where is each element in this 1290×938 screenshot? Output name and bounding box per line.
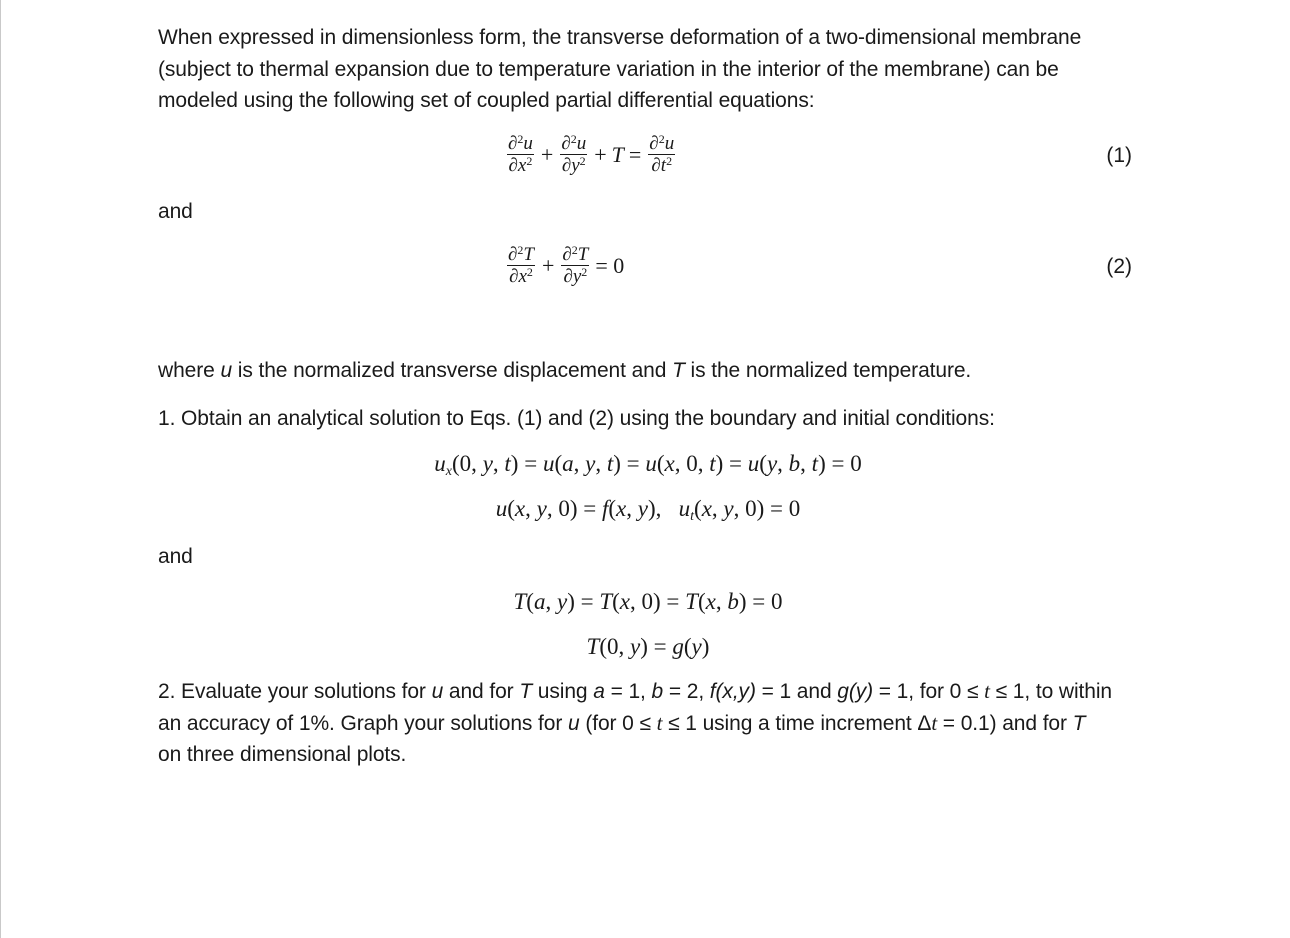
page-left-border <box>0 0 1 938</box>
task-2-line-3: on three dimensional plots. <box>158 743 407 766</box>
frac-d2T-dx2: $\frac{\partial^2T}{\partial x^2}$ <box>508 243 534 287</box>
equals-zero: = 0 <box>595 252 625 278</box>
equation-2-number: (2) <box>1106 255 1132 278</box>
intro-line-2: (subject to thermal expansion due to temperature variation in the interior of the membrane) can be <box>158 57 1059 81</box>
intro-line-3: modeled using the following set of coupled partial differential equations: <box>158 89 815 112</box>
intro-paragraph <box>158 22 1138 117</box>
equals-sign: = <box>628 141 642 167</box>
and-connector-1: and <box>158 200 193 223</box>
plus-sign: + <box>594 141 607 167</box>
frac-d2u-dy2: $\frac{\partial^2u}{\partial y^2}$ <box>561 132 587 176</box>
variable-definitions: where u is the normalized transverse displacement and T is the normalized temperature. <box>158 359 972 382</box>
task-1-statement: 1. Obtain an analytical solution to Eqs. (1) and (2) using the boundary and initial conditions: <box>158 407 995 430</box>
frac-d2u-dt2: $\frac{\partial^2u}{\partial t^2}$ <box>649 132 675 176</box>
intro-line-1: When expressed in dimensionless form, the transverse deformation of a two-dimensional membrane <box>158 26 1082 49</box>
plus-sign: + <box>540 141 554 167</box>
task-2-line-2: an accuracy of 1%. Graph your solutions for u (for 0 ≤ t ≤ 1 using a time increment Δt = 0.1) and for T <box>158 710 1086 735</box>
frac-d2T-dy2: $\frac{\partial^2T}{\partial y^2}$ <box>562 243 589 287</box>
boundary-conditions-u-line-1: $u_x(0$, y, t) = u(a, y, t) = u(x, 0, t) = u(y, b, t) = 0 <box>434 451 862 479</box>
boundary-conditions-T-line-2: T(0, y) = g(y) <box>586 634 710 659</box>
task-2-line-1: 2. Evaluate your solutions for u and for T using a = 1, b = 2, f(x,y) = 1 and g(y) = 1, for 0 ≤ t ≤ 1, to within <box>158 679 1112 703</box>
equation-1-number: (1) <box>1106 144 1132 167</box>
plus-sign: + <box>541 252 555 278</box>
task-2-statement <box>158 676 1138 771</box>
frac-d2u-dx2: $\frac{\partial^2u}{\partial x^2}$ <box>508 132 533 176</box>
temperature-term: T <box>611 141 624 167</box>
and-connector-2: and <box>158 545 193 568</box>
boundary-conditions-T-line-1: T(a, y) = T(x, 0) = T(x, b) = 0 <box>513 589 783 614</box>
initial-conditions-u-line-2: u(x, y, 0) = f(x, y), $u_t(x$, y, 0) = 0 <box>495 496 801 524</box>
equation-1 <box>505 134 677 175</box>
equation-2 <box>505 245 629 286</box>
